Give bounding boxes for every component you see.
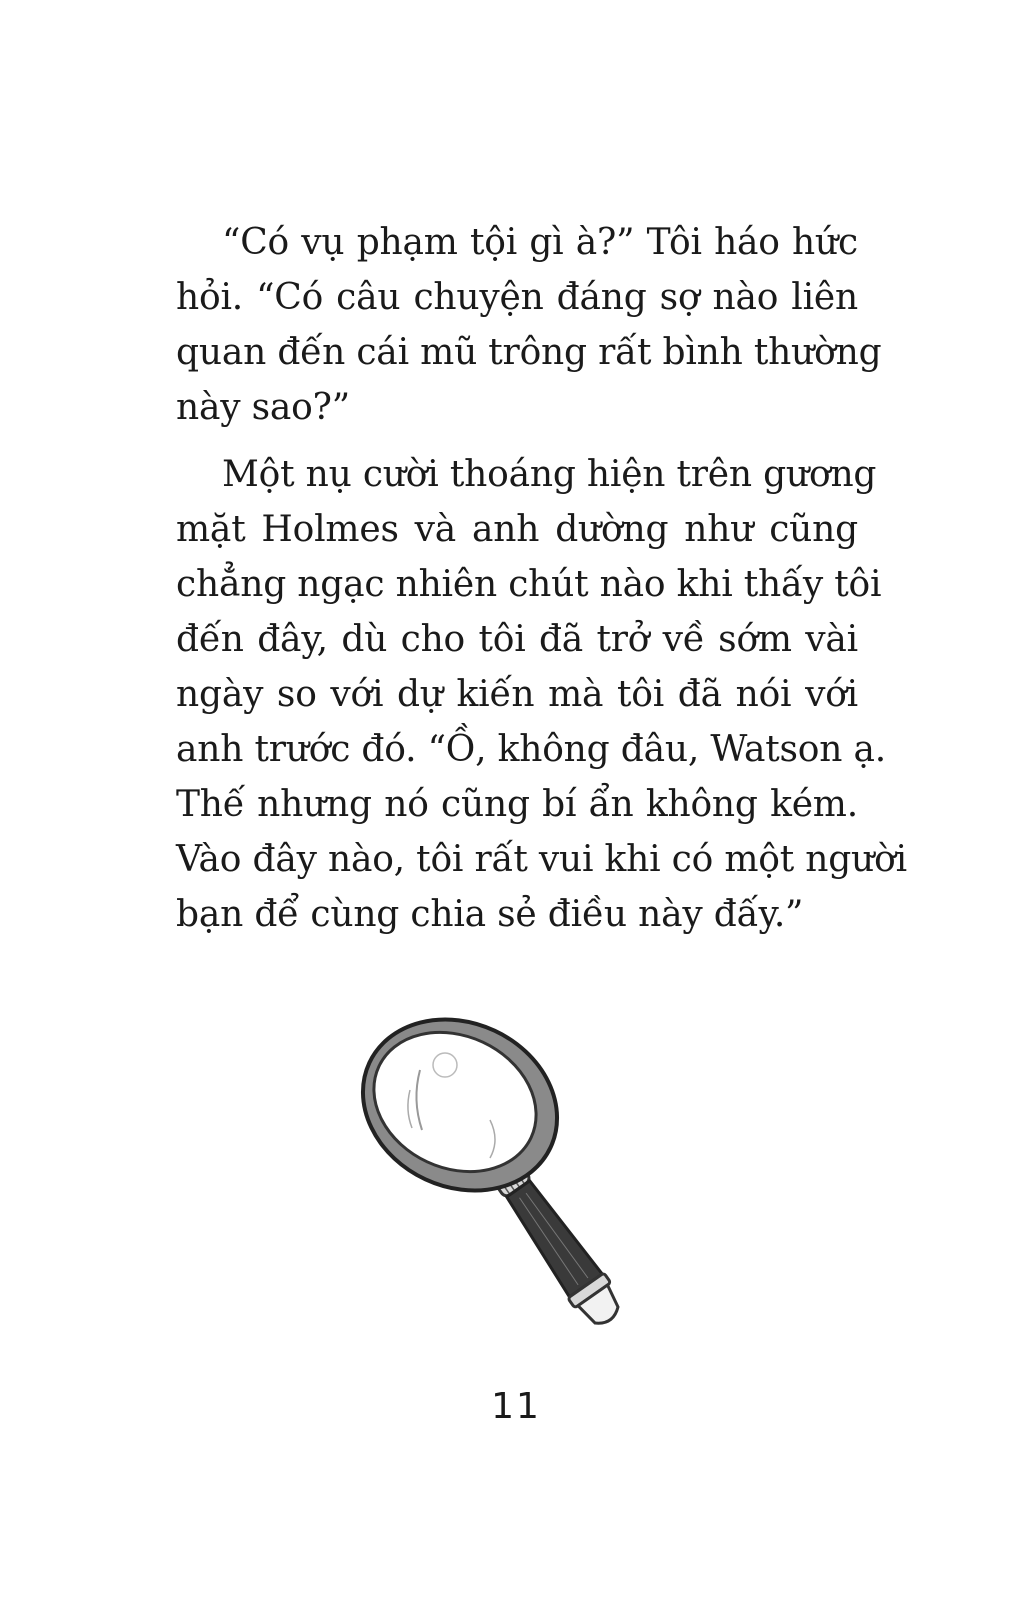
text-line: đến đây, dù cho tôi đã trở về sớm vài: [176, 619, 858, 660]
magnifying-glass-icon: [350, 1010, 690, 1350]
text-line: quan đến cái mũ trông rất bình thường: [176, 332, 882, 373]
text-line: chẳng ngạc nhiên chút nào khi thấy tôi: [176, 564, 882, 605]
paragraph-1: [176, 215, 882, 435]
text-line: ngày so với dự kiến mà tôi đã nói với: [176, 674, 858, 715]
text-line: Thế nhưng nó cũng bí ẩn không kém.: [176, 784, 858, 825]
text-line: “Có vụ phạm tội gì à?” Tôi háo hức: [222, 222, 858, 263]
text-line: bạn để cùng chia sẻ điều này đấy.”: [176, 894, 804, 935]
text-line: Vào đây nào, tôi rất vui khi có một người: [176, 839, 907, 880]
page-number: 11: [491, 1386, 541, 1427]
paragraph-2: [176, 447, 907, 942]
body-text: [176, 215, 907, 954]
text-line: hỏi. “Có câu chuyện đáng sợ nào liên: [176, 277, 858, 318]
text-line: này sao?”: [176, 387, 350, 428]
text-line: anh trước đó. “Ồ, không đâu, Watson ạ.: [176, 729, 887, 770]
text-line: mặt Holmes và anh dường như cũng: [176, 509, 858, 550]
text-line: Một nụ cười thoáng hiện trên gương: [222, 454, 877, 495]
